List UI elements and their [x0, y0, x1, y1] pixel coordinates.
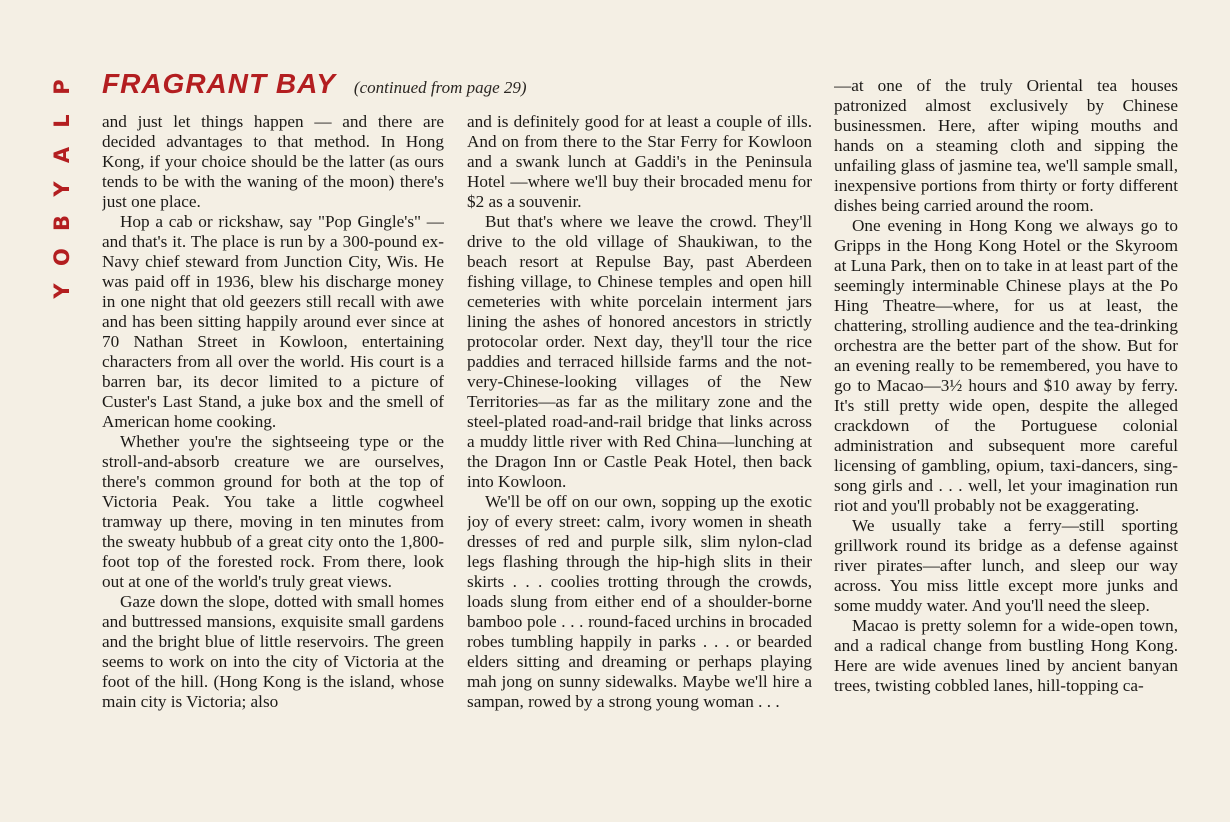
paragraph: But that's where we leave the crowd. They'll drive to the old village of Shaukiwan, to the beach resort at Repulse Bay, past Aberdeen fishing village, to Chinese temples and open hill cemeteries with white porcelain interment jars lining the ashes of honored ancestors in strictly protocolar order. Next day, they'll tour the rice paddies and terraced hillside farms and the not-very-Chinese-looking villages of the New Territories—as far as the military zone and the steel-plated road-and-rail bridge that links across a muddy little river with Red China—lunching at the Dragon Inn or Castle Peak Hotel, then back into Kowloon.: [467, 212, 812, 491]
magazine-name-letter: Y: [50, 283, 74, 299]
paragraph: We'll be off on our own, sopping up the exotic joy of every street: calm, ivory women in sheath dresses of red and purple silk, slim nylon-clad legs flashing through the hip-high slits in their skirts . . . coolies trotting through the crowds, loads slung from either end of a shoulder-borne bamboo pole . . . round-faced urchins in brocaded robes tumbling happily in parks . . . or bearded elders sitting and dreaming or perhaps playing mah jong on sunny sidewalks. Maybe we'll hire a sampan, rowed by a strong young woman . . .: [467, 492, 812, 711]
magazine-name-letter: B: [50, 215, 74, 232]
magazine-name-letter: P: [50, 79, 74, 95]
paragraph: —at one of the truly Oriental tea houses patronized almost exclusively by Chinese businessmen. Here, after wiping mouths and hands on a steaming cloth and sipping the unfailing glass of jasmine tea, we'll sample small, inexpensive portions from thirty or forty different dishes being carried around the room.: [834, 76, 1178, 215]
paragraph: Macao is pretty solemn for a wide-open town, and a radical change from bustling Hong Kong. Here are wide avenues lined by ancient banyan trees, twisting cobbled lanes, hill-topping ca-: [834, 616, 1178, 695]
article-headline: [102, 68, 527, 100]
text-column-2: [467, 112, 812, 822]
paragraph: Hop a cab or rickshaw, say "Pop Gingle's" — and that's it. The place is run by a 300-pound ex-Navy chief steward from Junction City, Wis. He was paid off in 1936, blew his discharge money in one night that old geezers still recall with awe and has been sitting happily around ever since at 70 Nathan Street in Kowloon, entertaining characters from all over the world. His court is a barren bar, its decor limited to a picture of Custer's Last Stand, a juke box and the smell of American home cooking.: [102, 212, 444, 431]
text-column-1: [102, 112, 444, 822]
paragraph: Whether you're the sightseeing type or the stroll-and-absorb creature we are ourselves, there's common ground for both at the top of Victoria Peak. You take a little cogwheel tramway up there, moving in ten minutes from the sweaty hubbub of a great city onto the 1,800-foot top of the forested rock. From there, look out at one of the world's truly great views.: [102, 432, 444, 591]
magazine-name-letter: L: [50, 114, 74, 128]
magazine-name-letter: Y: [50, 181, 74, 197]
magazine-name-letter: O: [50, 248, 74, 266]
text-column-3: [834, 76, 1178, 822]
continuation-note: (continued from page 29): [353, 78, 527, 97]
magazine-name-vertical: [50, 70, 74, 308]
paragraph: and just let things happen — and there are decided advantages to that method. In Hong Kong, if your choice should be the latter (as ours tends to be with the waning of the moon) there's just one place.: [102, 112, 444, 211]
magazine-name-letter: A: [50, 146, 74, 164]
paragraph: and is definitely good for at least a couple of ills. And on from there to the Star Ferry for Kowloon and a swank lunch at Gaddi's in the Peninsula Hotel —where we'll buy their brocaded menu for $2 as a souvenir.: [467, 112, 812, 211]
paragraph: We usually take a ferry—still sporting grillwork round its bridge as a defense against river pirates—after lunch, and sleep our way across. You miss little except more junks and some muddy water. And you'll need the sleep.: [834, 516, 1178, 615]
paragraph: Gaze down the slope, dotted with small homes and buttressed mansions, exquisite small gardens and the bright blue of little reservoirs. The green seems to work on into the city of Victoria at the foot of the hill. (Hong Kong is the island, whose main city is Victoria; also: [102, 592, 444, 711]
article-title: FRAGRANT BAY: [102, 68, 336, 99]
paragraph: One evening in Hong Kong we always go to Gripps in the Hong Kong Hotel or the Skyroom at Luna Park, then on to take in at least part of the seemingly interminable Chinese plays at the Po Hing Theatre—where, for us at least, the chattering, strolling audience and the tea-drinking orchestra are the better part of the show. But for an evening really to be remembered, you have to go to Macao—3½ hours and $10 away by ferry. It's still pretty wide open, despite the alleged crackdown of the Portuguese colonial administration and subsequent more careful licensing of gambling, opium, taxi-dancers, sing-song girls and . . . well, let your imagination run riot and you'll probably not be exaggerating.: [834, 216, 1178, 515]
